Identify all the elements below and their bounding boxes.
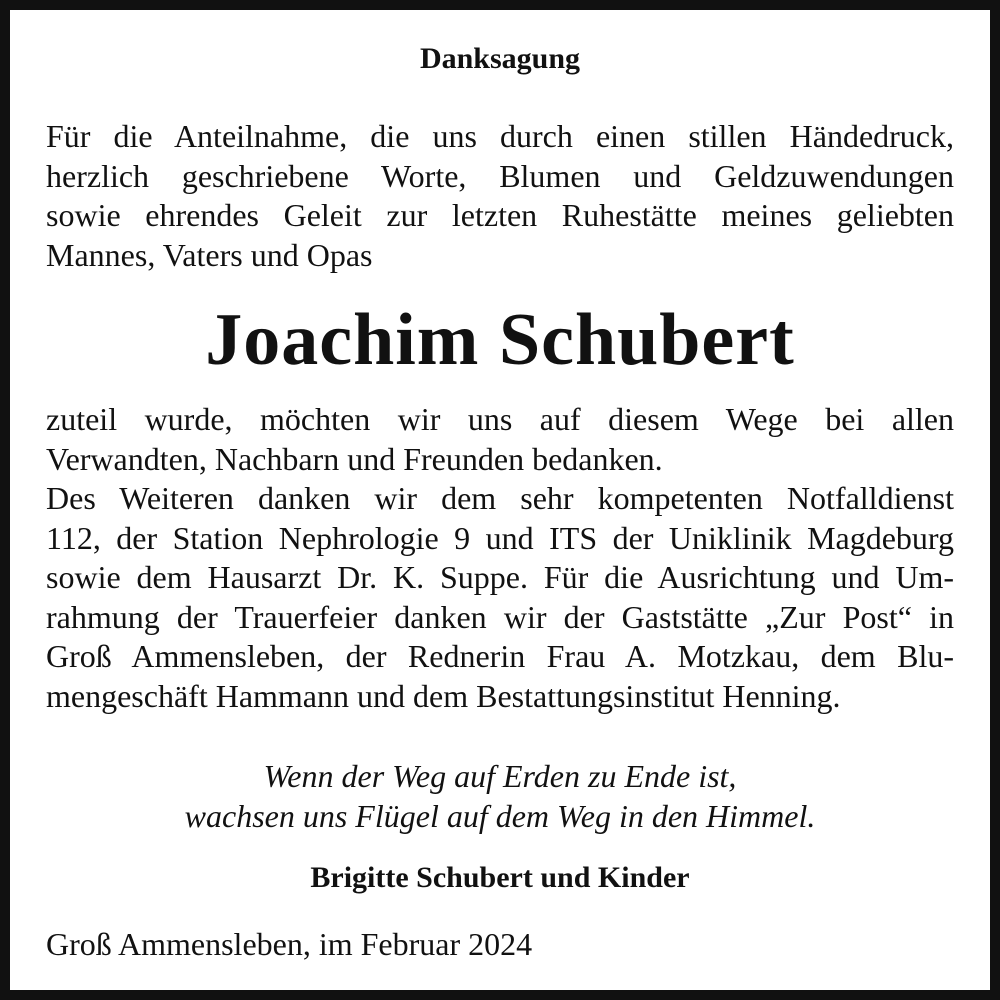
intro-paragraph xyxy=(46,117,954,275)
notice-heading: Danksagung xyxy=(419,42,581,75)
thanks-paragraph xyxy=(46,400,954,716)
intro-line: Mannes, Vaters und Opas xyxy=(46,236,373,273)
body-line: Des Weiteren danken wir dem sehr kompetenten Notfalldienst xyxy=(46,480,954,516)
place-date: Groß Ammensleben, im Februar 2024 xyxy=(46,926,533,962)
body-line: 112, der Station Nephrologie 9 und ITS der Uniklinik Magdeburg xyxy=(46,519,954,556)
intro-line: herzlich geschriebene Worte, Blumen und Geldzuwendungen xyxy=(46,157,954,194)
quote xyxy=(46,756,954,836)
intro-line: Für die Anteilnahme, die uns durch einen stillen Händedruck, xyxy=(46,118,954,154)
body-line: mengeschäft Hammann und dem Bestattungsinstitut Henning. xyxy=(46,677,841,714)
body-line: zuteil wurde, möchten wir uns auf diesem Wege bei allen xyxy=(46,401,954,437)
deceased-name: Joachim Schubert xyxy=(205,299,795,381)
body-line: Verwandten, Nachbarn und Freunden bedanken. xyxy=(46,440,663,477)
signature: Brigitte Schubert und Kinder xyxy=(310,861,690,894)
intro-line: sowie ehrendes Geleit zur letzten Ruhestätte meines geliebten xyxy=(46,197,954,233)
body-line: rahmung der Trauerfeier danken wir der Gaststätte „Zur Post“ in xyxy=(46,598,954,635)
quote-line: Wenn der Weg auf Erden zu Ende ist, xyxy=(263,758,737,794)
body-line: Groß Ammensleben, der Rednerin Frau A. Motzkau, dem Blu- xyxy=(46,638,954,674)
body-line: sowie dem Hausarzt Dr. K. Suppe. Für die Ausrichtung und Um- xyxy=(46,559,954,595)
quote-line: wachsen uns Flügel auf dem Weg in den Himmel. xyxy=(184,798,816,834)
